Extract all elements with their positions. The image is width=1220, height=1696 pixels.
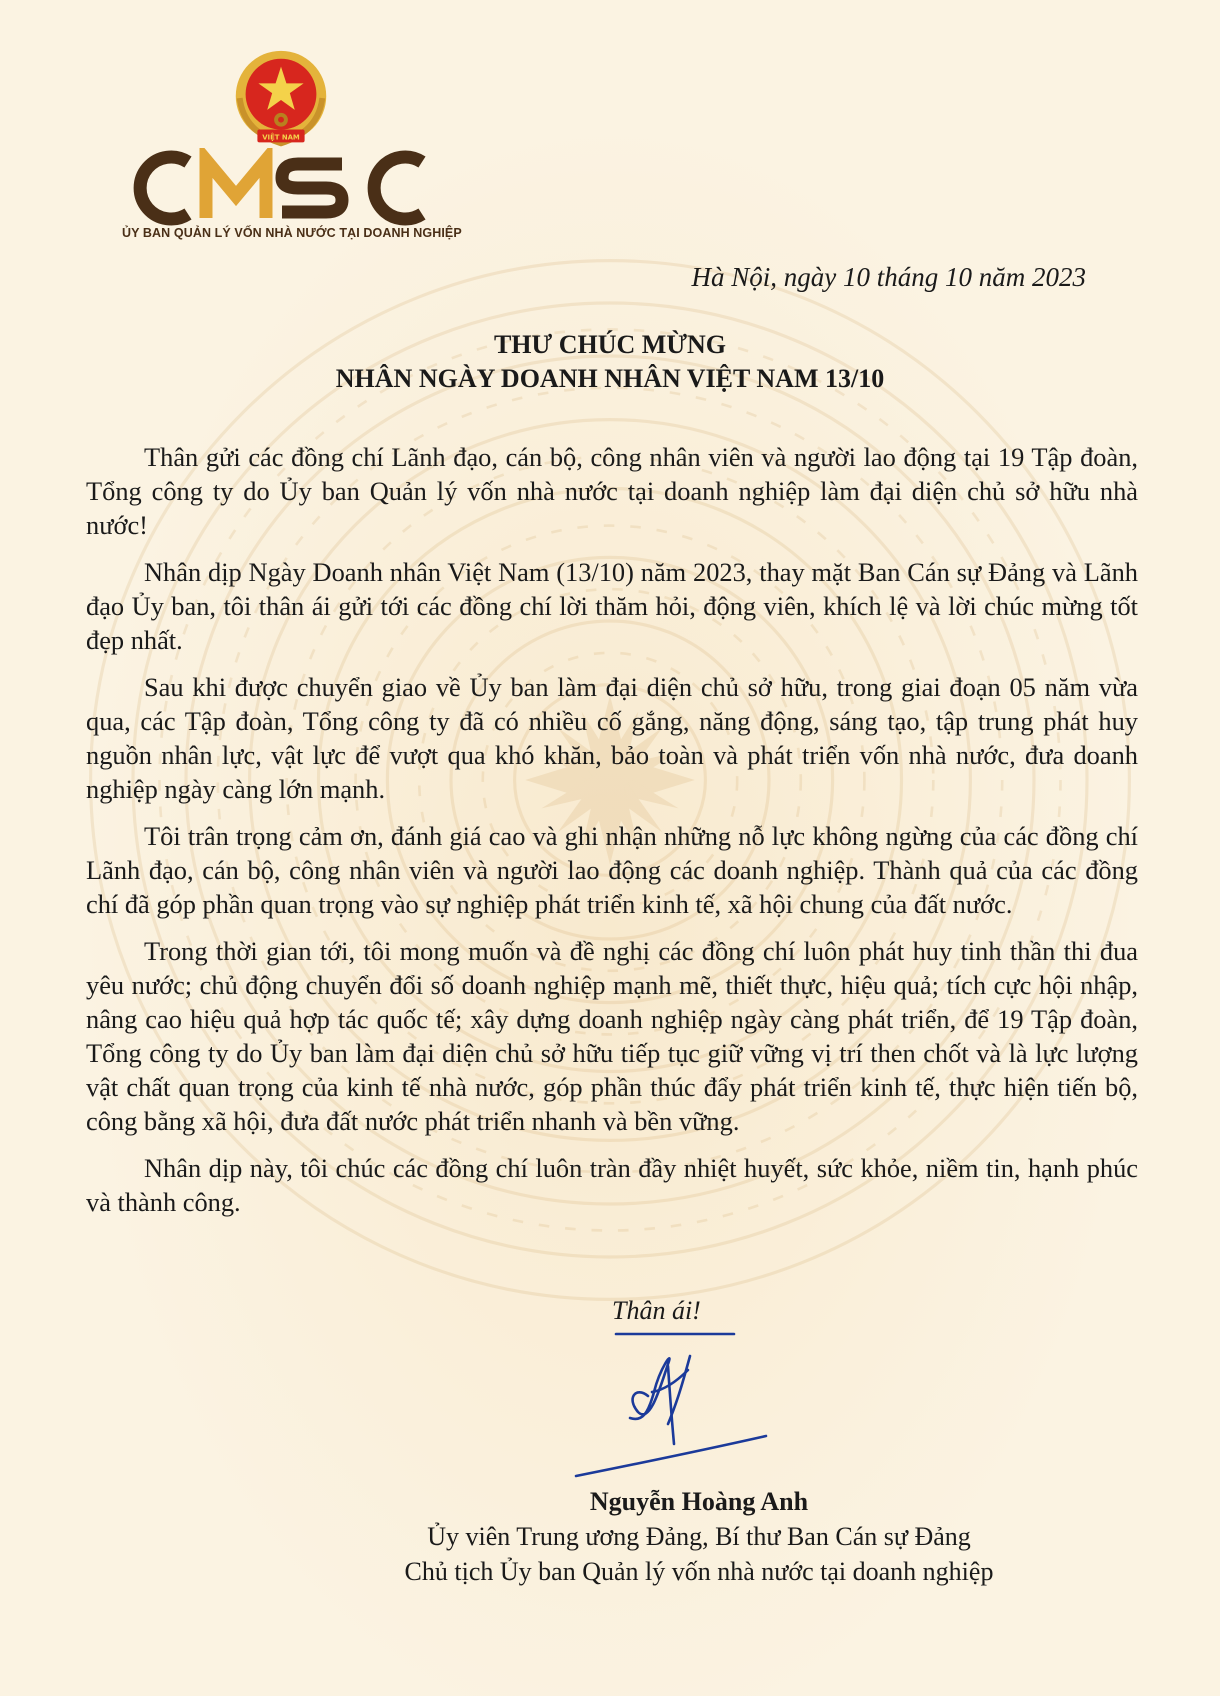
national-emblem-icon [222, 46, 340, 158]
letter-title: THƯ CHÚC MỪNG [493, 330, 727, 359]
letter-body [86, 440, 1138, 1232]
paragraph: Thân gửi các đồng chí Lãnh đạo, cán bộ, công nhân viên và người lao động tại 19 Tập đoàn, Tổng công ty do Ủy ban Quản lý vốn nhà nước tại doanh nghiệp làm đại diện chủ sở hữu nhà nước! [86, 442, 1138, 540]
signature-mark [556, 1326, 788, 1484]
paragraph: Nhân dịp này, tôi chúc các đồng chí luôn tràn đầy nhiệt huyết, sức khỏe, niềm tin, hạnh phúc và thành công. [86, 1153, 1138, 1217]
letter-date: Hà Nội, ngày 10 tháng 10 năm 2023 [691, 262, 1086, 292]
emblem-label: VIỆT NAM [262, 133, 300, 142]
paragraph: Nhân dịp Ngày Doanh nhân Việt Nam (13/10) năm 2023, thay mặt Ban Cán sự Đảng và Lãnh đạo Ủy ban, tôi thân ái gửi tới các đồng chí lời thăm hỏi, động viên, khích lệ và lời chúc mừng tốt đẹp nhất. [86, 557, 1138, 655]
letter-subtitle: NHÂN NGÀY DOANH NHÂN VIỆT NAM 13/10 [335, 364, 885, 393]
paragraph: Trong thời gian tới, tôi mong muốn và đề nghị các đồng chí luôn phát huy tinh thần thi đua yêu nước; chủ động chuyển đổi số doanh nghiệp mạnh mẽ, thiết thực, hiệu quả; tích cực hội nhập, nâng cao hiệu quả hợp tác quốc tế; xây dựng doanh nghiệp ngày càng phát triển, để 19 Tập đoàn, Tổng công ty do Ủy ban làm đại diện chủ sở hữu tiếp tục giữ vững vị trí then chốt và là lực lượng vật chất quan trọng của kinh tế nhà nước, góp phần thúc đẩy phát triển kinh tế, thực hiện tiến bộ, công bằng xã hội, đưa đất nước phát triển nhanh và bền vững. [86, 936, 1138, 1136]
brand-subtitle: ỦY BAN QUẢN LÝ VỐN NHÀ NƯỚC TẠI DOANH NGHIỆP [122, 226, 462, 240]
cmsc-logo [122, 148, 452, 228]
signer-name: Nguyễn Hoàng Anh [589, 1487, 809, 1516]
signer-position: Chủ tịch Ủy ban Quản lý vốn nhà nước tại doanh nghiệp [404, 1557, 994, 1586]
paragraph: Tôi trân trọng cảm ơn, đánh giá cao và ghi nhận những nỗ lực không ngừng của các đồng chí Lãnh đạo, cán bộ, công nhân viên và người lao động các doanh nghiệp. Thành quả của các đồng chí đã góp phần quan trọng vào sự nghiệp phát triển kinh tế, xã hội chung của đất nước. [86, 821, 1138, 919]
closing-phrase: Thân ái! [612, 1296, 701, 1325]
paragraph: Sau khi được chuyển giao về Ủy ban làm đại diện chủ sở hữu, trong giai đoạn 05 năm vừa qua, các Tập đoàn, Tổng công ty đã có nhiều cố gắng, năng động, sáng tạo, tập trung phát huy nguồn nhân lực, vật lực để vượt qua khó khăn, bảo toàn và phát triển vốn nhà nước, đưa doanh nghiệp ngày càng lớn mạnh. [86, 672, 1138, 804]
signer-role: Ủy viên Trung ương Đảng, Bí thư Ban Cán sự Đảng [427, 1522, 971, 1551]
